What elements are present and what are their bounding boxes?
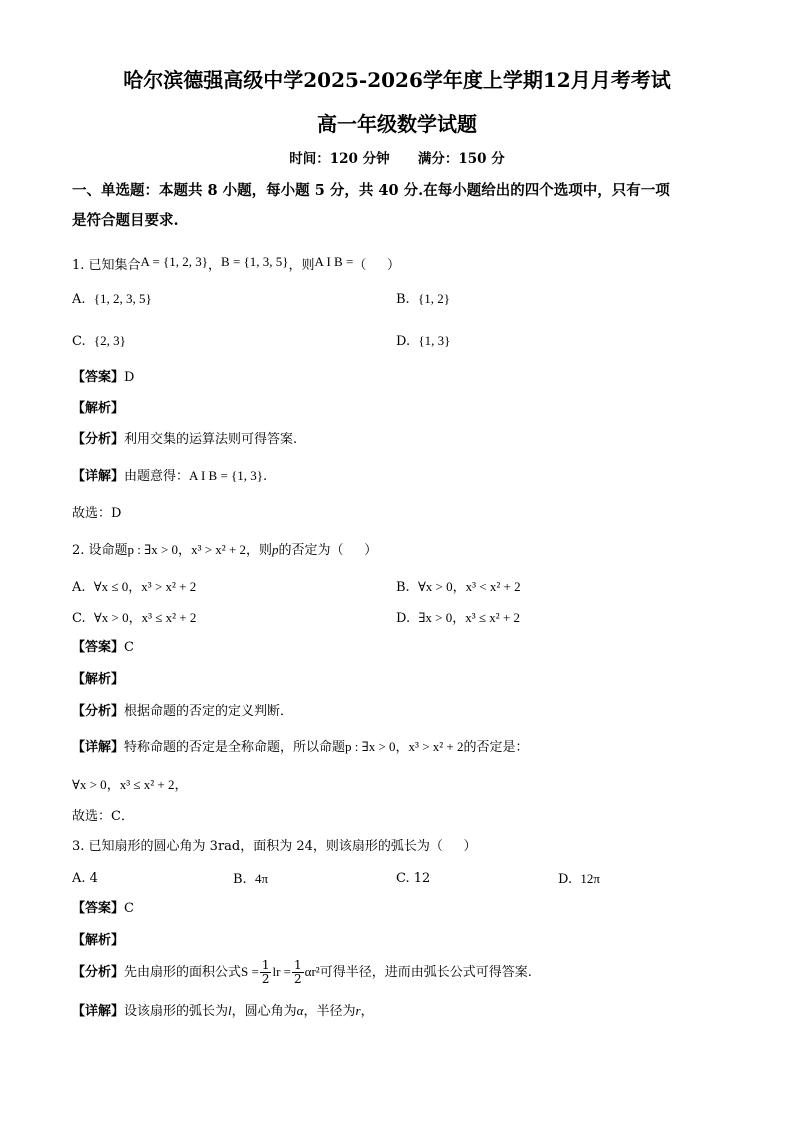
q1-expr: A I B =: [314, 254, 354, 269]
q2-option-c: C. ∀x > 0，x³ ≤ x² + 2: [72, 610, 197, 626]
option-label: D.: [396, 611, 411, 626]
q1-set-a: A = {1, 2, 3}: [140, 254, 209, 269]
q2-analysis-label: 【解析】: [72, 672, 125, 687]
fenxi-text: 根据命题的否定的定义判断．: [124, 704, 294, 719]
q2-proposition: p : ∃x > 0: [127, 542, 179, 557]
formula-lr: lr =: [272, 964, 292, 979]
detail-proposition: p : ∃x > 0: [345, 739, 396, 754]
q1-prefix: 1. 已知集合: [72, 258, 141, 273]
fenxi-label: 【分析】: [72, 432, 125, 447]
question-2-stem: [72, 541, 377, 560]
q2-fenxi: [72, 703, 293, 721]
detail-text: 特称命题的否定是全称命题，所以命题: [124, 740, 346, 755]
formula-ar: αr²: [304, 964, 320, 979]
detail-end: ，: [360, 1004, 374, 1019]
q2-option-a: A. ∀x ≤ 0，x³ > x² + 2: [72, 579, 197, 595]
q1-option-b: [396, 290, 450, 309]
detail-suffix: 的否定是：: [463, 740, 529, 755]
fenxi-label: 【分析】: [72, 965, 125, 980]
option-quantifier: ∃x > 0: [418, 610, 453, 625]
option-inequality: x³ > x² + 2: [141, 579, 197, 594]
q2-choose: 故选：C．: [72, 809, 134, 824]
exam-meta: 时间：120 分钟 满分：150 分: [289, 151, 505, 167]
q2-prefix: 2. 设命题: [72, 543, 128, 558]
q2-option-b: B. ∀x > 0，x³ < x² + 2: [396, 579, 521, 595]
q2-comma: ，: [178, 543, 192, 558]
detail-label: 【详解】: [72, 740, 125, 755]
var-l: l: [228, 1003, 232, 1018]
result-quantifier: ∀x > 0: [72, 777, 107, 792]
fraction-half-2: [292, 959, 304, 986]
option-label: B.: [396, 292, 410, 307]
option-label: D.: [558, 872, 573, 887]
answer-value: C: [124, 640, 134, 655]
q1-comma: ，: [208, 258, 222, 273]
option-inequality: x³ ≤ x² + 2: [465, 610, 521, 625]
q1-answer: [72, 369, 134, 387]
detail-suffix: .: [263, 469, 268, 484]
var-alpha: α: [296, 1003, 304, 1018]
answer-label: 【答案】: [72, 640, 125, 655]
fraction-numerator: 1: [261, 958, 270, 972]
option-label: A.: [72, 580, 86, 595]
detail-mid1: ，圆心角为: [231, 1004, 297, 1019]
option-value: 4π: [254, 871, 269, 886]
q3-detail: [72, 1002, 374, 1021]
answer-value: C: [124, 901, 134, 916]
option-quantifier: ∀x ≤ 0: [93, 579, 129, 594]
q2-p: p: [272, 542, 279, 557]
detail-label: 【详解】: [72, 1004, 125, 1019]
result-end: ，: [174, 778, 188, 793]
option-label: A.: [72, 292, 86, 307]
fenxi-suffix: 可得半径，进而由弧长公式可得答案.: [319, 965, 532, 980]
option-label: C.: [72, 611, 86, 626]
result-inequality: x³ ≤ x² + 2: [119, 777, 175, 792]
document-title: 哈尔滨德强高级中学2025-2026学年度上学期12月月考考试: [123, 68, 671, 92]
detail-text: 设该扇形的弧长为: [124, 1004, 229, 1019]
q3-analysis-label: 【解析】: [72, 933, 125, 948]
question-3-stem: 3. 已知扇形的圆心角为 3rad，面积为 24，则该扇形的弧长为（ ）: [72, 839, 477, 854]
q1-then: ，则: [288, 258, 315, 273]
fenxi-text: 先由扇形的面积公式: [124, 965, 242, 980]
answer-value: D: [124, 370, 135, 385]
q3-fenxi: [72, 958, 532, 987]
option-value: 12π: [580, 871, 600, 886]
q3-option-d: [558, 870, 600, 889]
q1-analysis-label: 【解析】: [72, 401, 125, 416]
q2-suffix: 的否定为（ ）: [278, 543, 378, 558]
q1-fenxi: [72, 431, 297, 449]
detail-text: 由题意得：: [124, 469, 190, 484]
q1-set-b: B = {1, 3, 5}: [221, 254, 289, 269]
option-label: B.: [396, 580, 410, 595]
option-label: C.: [72, 334, 86, 349]
fraction-denominator: 2: [261, 972, 270, 986]
option-label: B.: [233, 872, 247, 887]
fraction-half: [260, 959, 272, 986]
fenxi-label: 【分析】: [72, 704, 125, 719]
q2-condition: x³ > x² + 2: [191, 542, 247, 557]
q1-option-a: [72, 290, 152, 309]
section-heading-line2: 是符合题目要求.: [72, 212, 179, 229]
q3-answer: [72, 900, 134, 918]
answer-label: 【答案】: [72, 370, 125, 385]
q3-option-b: [233, 870, 268, 889]
var-r: r: [355, 1003, 361, 1018]
q2-detail: 【详解】特称命题的否定是全称命题，所以命题p : ∃x > 0，x³ > x² + 2的否定是：: [72, 739, 529, 755]
option-value: {2, 3}: [93, 333, 126, 348]
detail-condition: x³ > x² + 2: [408, 739, 464, 754]
q3-option-a: A. 4: [72, 871, 98, 886]
option-value: {1, 3}: [418, 333, 451, 348]
fraction-denominator: 2: [294, 972, 302, 986]
q2-result: ∀x > 0，x³ ≤ x² + 2，: [72, 777, 188, 793]
formula-s: S =: [241, 964, 259, 979]
q3-option-c: C. 12: [396, 871, 431, 886]
q1-detail: [72, 467, 267, 486]
document-subtitle: 高一年级数学试题: [317, 112, 477, 136]
section-heading-line1: 一、单选题：本题共 8 小题，每小题 5 分，共 40 分.在每小题给出的四个选项中，只有一项: [72, 182, 670, 199]
q1-choose: 故选：D: [72, 506, 122, 521]
option-value: {1, 2, 3, 5}: [93, 291, 152, 306]
fenxi-text: 利用交集的运算法则可得答案.: [124, 432, 298, 447]
detail-mid2: ，半径为: [303, 1004, 356, 1019]
q1-option-d: [396, 332, 450, 351]
option-inequality: x³ ≤ x² + 2: [141, 610, 197, 625]
option-inequality: x³ < x² + 2: [465, 579, 521, 594]
q2-answer: [72, 639, 134, 657]
option-label: D.: [396, 334, 411, 349]
answer-label: 【答案】: [72, 901, 125, 916]
q1-paren: （ ）: [353, 258, 400, 273]
fraction-numerator: 1: [294, 958, 302, 972]
question-1-stem: [72, 256, 400, 275]
q2-option-d: D. ∃x > 0，x³ ≤ x² + 2: [396, 610, 521, 626]
option-quantifier: ∀x > 0: [417, 579, 453, 594]
detail-label: 【详解】: [72, 469, 125, 484]
q2-then: ，则: [246, 543, 273, 558]
option-quantifier: ∀x > 0: [93, 610, 129, 625]
detail-math: A I B = {1, 3}: [189, 468, 264, 483]
option-value: {1, 2}: [417, 291, 450, 306]
q1-option-c: [72, 332, 126, 351]
